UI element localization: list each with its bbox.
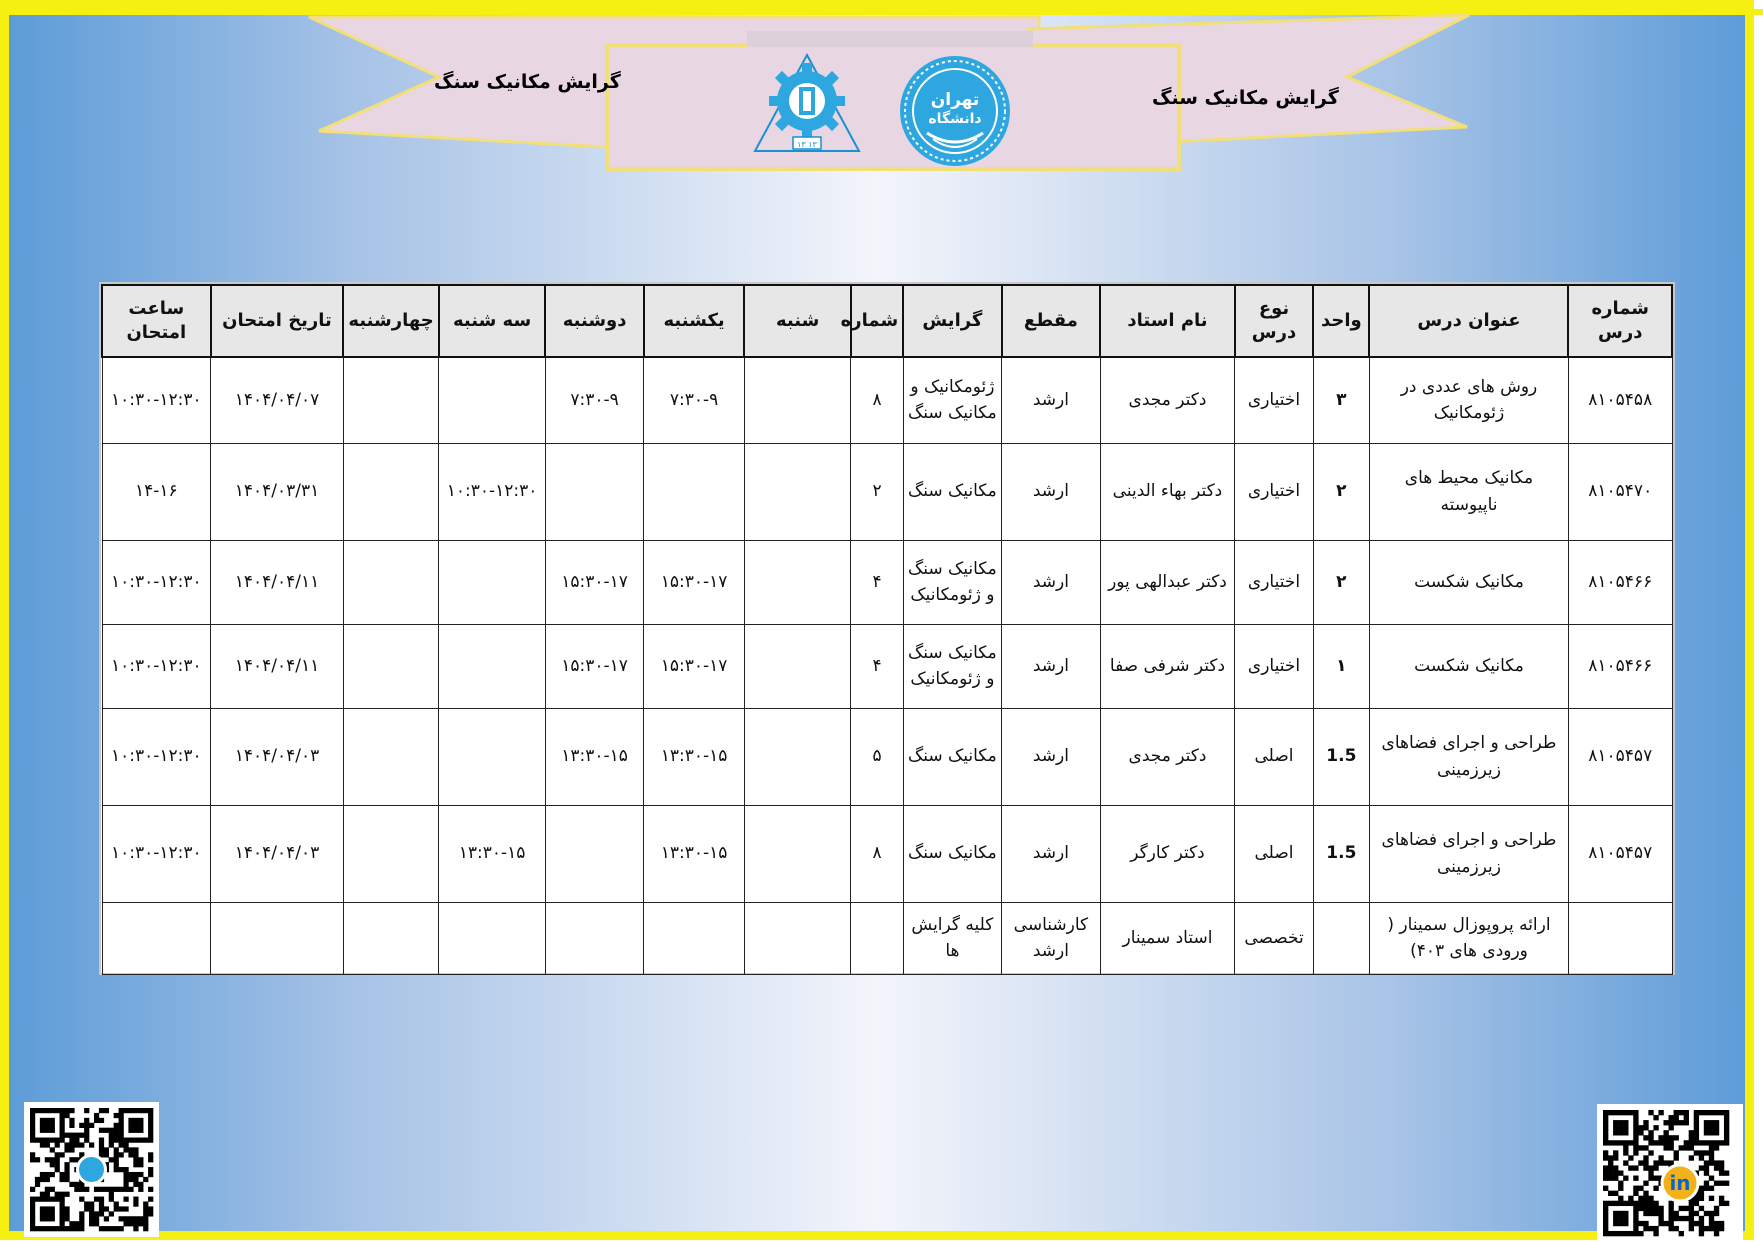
cell-exam-date: ۱۴۰۴/۰۴/۰۳ xyxy=(211,708,344,805)
cell-field: مکانیک سنگ و ژئومکانیک xyxy=(903,540,1002,624)
cell-wed xyxy=(343,357,438,443)
header-field: گرایش xyxy=(903,285,1002,357)
cell-section xyxy=(851,902,903,974)
svg-text:تهران: تهران xyxy=(930,90,980,110)
cell-instructor: دکتر مجدی xyxy=(1100,357,1235,443)
cell-instructor: دکتر مجدی xyxy=(1100,708,1235,805)
cell-exam-time: ۱۰:۳۰-۱۲:۳۰ xyxy=(102,708,211,805)
cell-exam-date: ۱۴۰۴/۰۴/۰۷ xyxy=(211,357,344,443)
cell-course-no: ۸۱۰۵۴۶۶ xyxy=(1568,624,1672,708)
cell-section: ۴ xyxy=(851,624,903,708)
cell-field: ژئومکانیک و مکانیک سنگ xyxy=(903,357,1002,443)
cell-sun: ۷:۳۰-۹ xyxy=(644,357,745,443)
banner-title-right: گرایش مکانیک سنگ xyxy=(1152,87,1339,109)
cell-title: طراحی و اجرای فضاهای زیرزمینی xyxy=(1369,708,1568,805)
cell-units xyxy=(1313,902,1369,974)
cell-field: مکانیک سنگ xyxy=(903,708,1002,805)
cell-course-no: ۸۱۰۵۴۵۸ xyxy=(1568,357,1672,443)
qr-code-linkedin xyxy=(1597,1104,1743,1242)
cell-level: ارشد xyxy=(1002,708,1101,805)
cell-field: مکانیک سنگ xyxy=(903,443,1002,540)
cell-units: ۲ xyxy=(1313,443,1369,540)
header-course-number: شماره درس xyxy=(1568,285,1672,357)
cell-sat xyxy=(744,805,851,902)
cell-units: ۲ xyxy=(1313,540,1369,624)
cell-course-no: ۸۱۰۵۴۶۶ xyxy=(1568,540,1672,624)
cell-sat xyxy=(744,443,851,540)
mining-engineering-logo xyxy=(747,51,867,157)
cell-wed xyxy=(343,624,438,708)
cell-instructor: دکتر کارگر xyxy=(1100,805,1235,902)
table-row xyxy=(102,357,1672,443)
cell-tue xyxy=(439,624,546,708)
cell-instructor: دکتر عبدالهی پور xyxy=(1100,540,1235,624)
cell-sun xyxy=(644,443,745,540)
cell-exam-date: ۱۴۰۴/۰۴/۰۳ xyxy=(211,805,344,902)
cell-title: ارائه پروپوزال سمینار ( ورودی های ۴۰۳) xyxy=(1369,902,1568,974)
cell-section: ۲ xyxy=(851,443,903,540)
cell-course-no: ۸۱۰۵۴۵۷ xyxy=(1568,708,1672,805)
cell-units: 1.5 xyxy=(1313,708,1369,805)
cell-exam-time: ۱۰:۳۰-۱۲:۳۰ xyxy=(102,357,211,443)
cell-sun xyxy=(644,902,745,974)
cell-units: 1.5 xyxy=(1313,805,1369,902)
cell-field: مکانیک سنگ xyxy=(903,805,1002,902)
header-instructor: نام استاد xyxy=(1100,285,1235,357)
cell-instructor: دکتر شرفی صفا xyxy=(1100,624,1235,708)
cell-sun: ۱۵:۳۰-۱۷ xyxy=(644,624,745,708)
cell-level: ارشد xyxy=(1002,624,1101,708)
cell-units: ۳ xyxy=(1313,357,1369,443)
cell-title: روش های عددی در ژئومکانیک xyxy=(1369,357,1568,443)
cell-title: طراحی و اجرای فضاهای زیرزمینی xyxy=(1369,805,1568,902)
cell-field: مکانیک سنگ و ژئومکانیک xyxy=(903,624,1002,708)
cell-mon: ۱۵:۳۰-۱۷ xyxy=(545,540,644,624)
cell-exam-time: ۱۴-۱۶ xyxy=(102,443,211,540)
cell-course-no: ۸۱۰۵۴۵۷ xyxy=(1568,805,1672,902)
header-sunday: یکشنبه xyxy=(644,285,745,357)
cell-exam-date: ۱۴۰۴/۰۴/۱۱ xyxy=(211,540,344,624)
cell-type: اختیاری xyxy=(1235,624,1313,708)
cell-sat xyxy=(744,357,851,443)
cell-type: اصلی xyxy=(1235,805,1313,902)
cell-mon xyxy=(545,805,644,902)
cell-course-no xyxy=(1568,902,1672,974)
cell-tue: ۱۳:۳۰-۱۵ xyxy=(439,805,546,902)
cell-title: مکانیک شکست xyxy=(1369,540,1568,624)
cell-exam-time: ۱۰:۳۰-۱۲:۳۰ xyxy=(102,540,211,624)
cell-exam-time xyxy=(102,902,211,974)
cell-type: اختیاری xyxy=(1235,357,1313,443)
cell-wed xyxy=(343,902,438,974)
cell-sat xyxy=(744,624,851,708)
header-units: واحد xyxy=(1313,285,1369,357)
cell-instructor: استاد سمینار xyxy=(1100,902,1235,974)
cell-sun: ۱۵:۳۰-۱۷ xyxy=(644,540,745,624)
header-course-type: نوع درس xyxy=(1235,285,1313,357)
cell-section: ۸ xyxy=(851,357,903,443)
header-tuesday: سه شنبه xyxy=(439,285,546,357)
cell-type: اصلی xyxy=(1235,708,1313,805)
cell-sun: ۱۳:۳۰-۱۵ xyxy=(644,805,745,902)
cell-type: اختیاری xyxy=(1235,443,1313,540)
cell-exam-time: ۱۰:۳۰-۱۲:۳۰ xyxy=(102,624,211,708)
cell-exam-date xyxy=(211,902,344,974)
cell-mon: ۱۳:۳۰-۱۵ xyxy=(545,708,644,805)
svg-text:دانشگاه: دانشگاه xyxy=(928,111,982,127)
table-row xyxy=(102,624,1672,708)
cell-tue xyxy=(439,708,546,805)
cell-exam-date: ۱۴۰۴/۰۳/۳۱ xyxy=(211,443,344,540)
header-exam-time: ساعت امتحان xyxy=(102,285,211,357)
cell-exam-time: ۱۰:۳۰-۱۲:۳۰ xyxy=(102,805,211,902)
cell-level: ارشد xyxy=(1002,357,1101,443)
cell-mon xyxy=(545,902,644,974)
qr-code-university xyxy=(24,1102,159,1237)
banner-title-left: گرایش مکانیک سنگ xyxy=(434,71,621,93)
header-level: مقطع xyxy=(1002,285,1101,357)
cell-sat xyxy=(744,540,851,624)
university-of-tehran-logo xyxy=(897,53,1013,169)
cell-tue xyxy=(439,902,546,974)
header-exam-date: تاریخ امتحان xyxy=(211,285,344,357)
svg-text:۱۳ ۱۳: ۱۳ ۱۳ xyxy=(797,140,817,149)
table-row xyxy=(102,902,1672,974)
cell-mon: ۱۵:۳۰-۱۷ xyxy=(545,624,644,708)
cell-section: ۵ xyxy=(851,708,903,805)
table-header-row xyxy=(102,285,1672,357)
cell-instructor: دکتر بهاء الدینی xyxy=(1100,443,1235,540)
cell-level: کارشناسی ارشد xyxy=(1002,902,1101,974)
cell-tue xyxy=(439,357,546,443)
cell-title: مکانیک محیط های ناپیوسته xyxy=(1369,443,1568,540)
table-row xyxy=(102,708,1672,805)
cell-type: اختیاری xyxy=(1235,540,1313,624)
cell-section: ۸ xyxy=(851,805,903,902)
cell-wed xyxy=(343,805,438,902)
cell-level: ارشد xyxy=(1002,805,1101,902)
table-row xyxy=(102,805,1672,902)
table-row xyxy=(102,443,1672,540)
cell-wed xyxy=(343,540,438,624)
cell-tue xyxy=(439,540,546,624)
cell-sun: ۱۳:۳۰-۱۵ xyxy=(644,708,745,805)
cell-title: مکانیک شکست xyxy=(1369,624,1568,708)
header-section: شماره xyxy=(851,285,903,357)
cell-tue: ۱۰:۳۰-۱۲:۳۰ xyxy=(439,443,546,540)
cell-wed xyxy=(343,443,438,540)
cell-level: ارشد xyxy=(1002,443,1101,540)
cell-course-no: ۸۱۰۵۴۷۰ xyxy=(1568,443,1672,540)
header-banner xyxy=(9,9,1763,189)
cell-sat xyxy=(744,708,851,805)
header-saturday: شنبه xyxy=(744,285,851,357)
header-course-title: عنوان درس xyxy=(1369,285,1568,357)
svg-text:in: in xyxy=(1669,1171,1691,1195)
cell-section: ۴ xyxy=(851,540,903,624)
cell-units: ۱ xyxy=(1313,624,1369,708)
cell-type: تخصصی xyxy=(1235,902,1313,974)
cell-exam-date: ۱۴۰۴/۰۴/۱۱ xyxy=(211,624,344,708)
course-schedule-table xyxy=(99,282,1675,975)
cell-mon: ۷:۳۰-۹ xyxy=(545,357,644,443)
cell-level: ارشد xyxy=(1002,540,1101,624)
cell-wed xyxy=(343,708,438,805)
cell-field: کلیه گرایش ها xyxy=(903,902,1002,974)
cell-mon xyxy=(545,443,644,540)
cell-sat xyxy=(744,902,851,974)
header-wednesday: چهارشنبه xyxy=(343,285,438,357)
header-monday: دوشنبه xyxy=(545,285,644,357)
table-row xyxy=(102,540,1672,624)
